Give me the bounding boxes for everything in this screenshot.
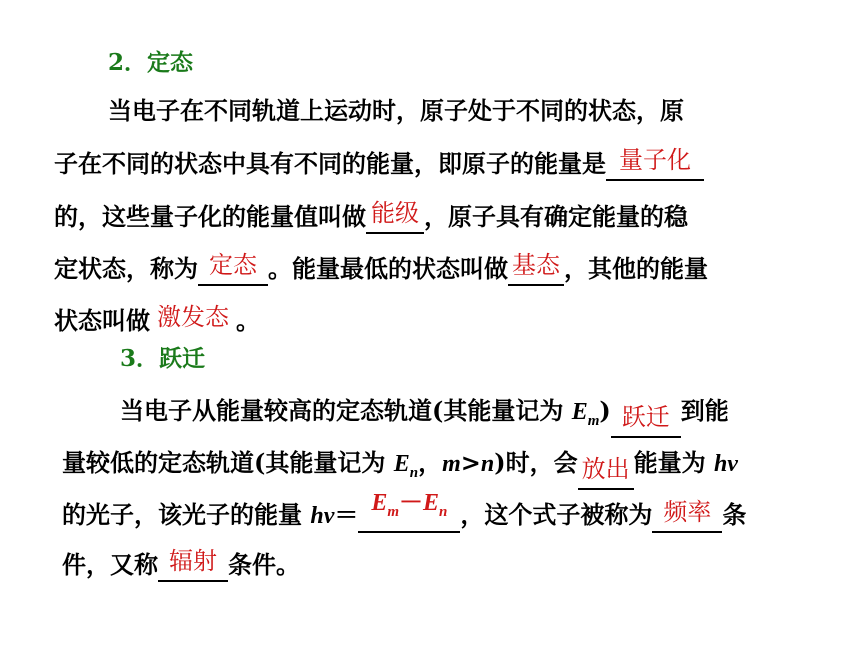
- answer-blank: [366, 199, 424, 234]
- text: >: [460, 448, 481, 477]
- answer-text: 放出: [581, 454, 630, 483]
- text: ，原子具有确定能量的稳: [424, 202, 688, 231]
- text-line: [54, 147, 704, 181]
- answer-text: 激发态: [157, 303, 229, 331]
- sub-n: n: [409, 464, 419, 481]
- answer-text: 基态: [512, 251, 560, 279]
- formula-minus: －: [399, 490, 424, 517]
- text: 件，又称: [62, 550, 158, 579]
- var-n: n: [480, 451, 495, 477]
- text-line: [62, 548, 300, 582]
- text-line: [62, 490, 747, 533]
- answer-blank: [358, 490, 460, 533]
- text-line: [54, 304, 260, 338]
- answer-text: 能级: [371, 199, 419, 227]
- var-hv: hν: [310, 503, 335, 529]
- formula-E: E: [423, 490, 440, 517]
- answer-blank: [198, 251, 268, 286]
- answer-blank: [652, 498, 722, 533]
- section-heading-stationary-state: 2．定态: [108, 49, 194, 76]
- text: 子在不同的状态中具有不同的能量，即原子的能量是: [54, 149, 606, 178]
- answer-text: 量子化: [619, 146, 691, 174]
- text: 量较低的定态轨道(其能量记为: [62, 448, 394, 477]
- text: 当电子从能量较高的定态轨道(其能量记为: [120, 396, 572, 425]
- var-hv: hν: [713, 451, 738, 477]
- answer-blank: [158, 547, 228, 582]
- text: ，: [418, 448, 443, 477]
- text: ，其他的能量: [564, 254, 708, 283]
- answer-text: 跃迁: [621, 402, 670, 431]
- text: 到能: [680, 396, 729, 425]
- answer-formula: [358, 486, 460, 529]
- answer-blank: [578, 454, 634, 490]
- text-line: [120, 394, 729, 438]
- text: 的光子，该光子的能量: [62, 500, 311, 529]
- answer-blank: [611, 402, 681, 438]
- text: 状态叫做: [54, 306, 150, 335]
- text-line: [108, 94, 684, 128]
- answer-text: 频率: [663, 498, 712, 526]
- formula-E: E: [371, 490, 388, 517]
- answer-blank: [508, 251, 564, 286]
- answer-blank: [150, 303, 236, 338]
- text: 条: [722, 500, 747, 529]
- text: 当电子在不同轨道上运动时，原子处于不同的状态，原: [108, 96, 684, 125]
- text: 条件。: [228, 550, 300, 579]
- answer-text: 辐射: [169, 547, 217, 575]
- formula-sub-m: m: [387, 504, 400, 520]
- var-m: m: [442, 451, 461, 477]
- text: ，这个式子被称为: [460, 500, 653, 529]
- answer-text: 定态: [209, 251, 257, 279]
- text: 定状态，称为: [54, 254, 198, 283]
- section-heading-transition: 3．跃迁: [120, 345, 206, 372]
- text-line: [62, 446, 738, 490]
- sub-m: m: [587, 412, 600, 429]
- text-line: [54, 252, 708, 286]
- formula-sub-n: n: [439, 504, 448, 520]
- text: 。能量最低的状态叫做: [268, 254, 508, 283]
- text: 。: [236, 306, 260, 335]
- text: )时，会: [494, 448, 578, 477]
- text: ＝: [334, 500, 359, 529]
- text: 的，这些量子化的能量值叫做: [54, 202, 366, 231]
- var-E: E: [571, 399, 588, 425]
- text-line: [54, 200, 688, 234]
- var-E: E: [393, 451, 410, 477]
- text: 能量为: [633, 448, 714, 477]
- answer-blank: [606, 146, 704, 181]
- text: ): [599, 396, 611, 425]
